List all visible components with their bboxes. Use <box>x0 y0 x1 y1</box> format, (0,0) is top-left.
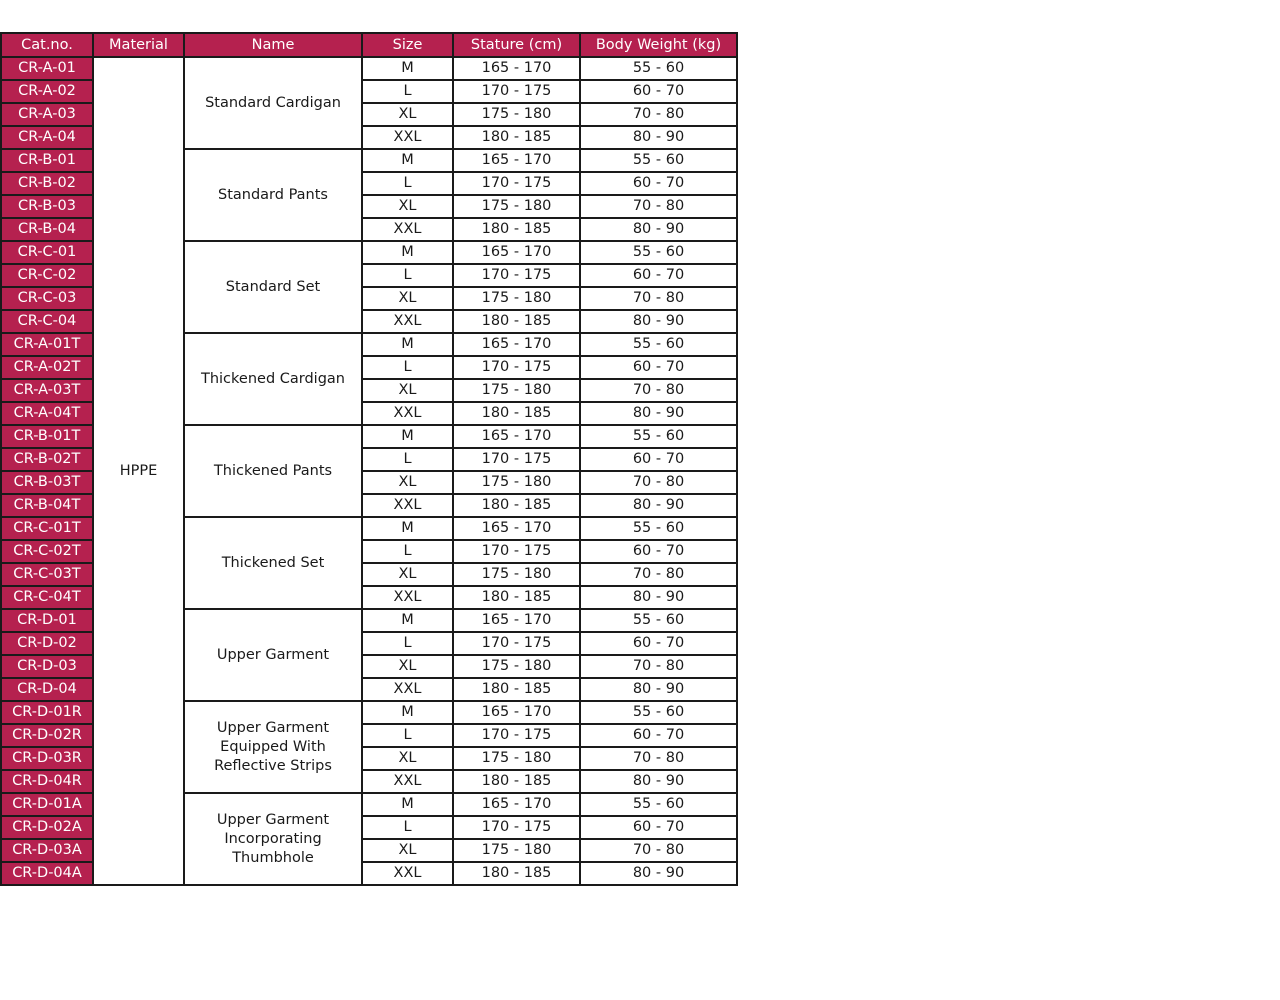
size-cell: XXL <box>362 586 453 609</box>
cat-no-cell: CR-B-02T <box>1 448 93 471</box>
size-cell: XXL <box>362 402 453 425</box>
body-weight-cell: 60 - 70 <box>580 724 737 747</box>
stature-cell: 175 - 180 <box>453 103 580 126</box>
product-name-line: Standard Set <box>225 278 321 295</box>
body-weight-cell: 60 - 70 <box>580 632 737 655</box>
size-cell: XL <box>362 655 453 678</box>
product-name-line: Standard Cardigan <box>205 94 341 111</box>
body-weight-cell: 60 - 70 <box>580 172 737 195</box>
cat-no-cell: CR-A-04T <box>1 402 93 425</box>
cat-no-cell: CR-A-02T <box>1 356 93 379</box>
stature-cell: 175 - 180 <box>453 563 580 586</box>
header-material: Material <box>93 33 184 57</box>
body-weight-cell: 60 - 70 <box>580 356 737 379</box>
body-weight-cell: 60 - 70 <box>580 448 737 471</box>
cat-no-cell: CR-D-01 <box>1 609 93 632</box>
body-weight-cell: 55 - 60 <box>580 701 737 724</box>
stature-cell: 170 - 175 <box>453 264 580 287</box>
cat-no-cell: CR-D-04 <box>1 678 93 701</box>
cat-no-cell: CR-B-03T <box>1 471 93 494</box>
stature-cell: 165 - 170 <box>453 793 580 816</box>
size-cell: XL <box>362 287 453 310</box>
product-name-cell <box>184 425 362 517</box>
body-weight-cell: 80 - 90 <box>580 862 737 885</box>
cat-no-cell: CR-C-01 <box>1 241 93 264</box>
stature-cell: 180 - 185 <box>453 310 580 333</box>
body-weight-cell: 70 - 80 <box>580 747 737 770</box>
product-name-cell <box>184 149 362 241</box>
cat-no-cell: CR-B-01 <box>1 149 93 172</box>
header-size: Size <box>362 33 453 57</box>
table-body <box>1 57 737 885</box>
stature-cell: 180 - 185 <box>453 586 580 609</box>
product-name-line: Thickened Set <box>221 554 325 571</box>
size-cell: L <box>362 172 453 195</box>
product-name-line: Reflective Strips <box>214 757 332 774</box>
cat-no-cell: CR-A-01T <box>1 333 93 356</box>
product-name-line: Equipped With <box>220 738 326 755</box>
body-weight-cell: 80 - 90 <box>580 218 737 241</box>
stature-cell: 180 - 185 <box>453 494 580 517</box>
size-cell: M <box>362 333 453 356</box>
product-name-line: Upper Garment <box>216 811 330 828</box>
size-cell: XL <box>362 563 453 586</box>
stature-cell: 170 - 175 <box>453 80 580 103</box>
product-name-line: Thickened Cardigan <box>200 370 345 387</box>
size-cell: L <box>362 80 453 103</box>
body-weight-cell: 55 - 60 <box>580 609 737 632</box>
product-name-cell <box>184 333 362 425</box>
cat-no-cell: CR-D-01R <box>1 701 93 724</box>
table-row <box>1 57 737 80</box>
size-cell: M <box>362 149 453 172</box>
cat-no-cell: CR-D-02R <box>1 724 93 747</box>
size-cell: L <box>362 356 453 379</box>
size-cell: M <box>362 425 453 448</box>
header-stature: Stature (cm) <box>453 33 580 57</box>
body-weight-cell: 80 - 90 <box>580 494 737 517</box>
size-cell: M <box>362 517 453 540</box>
body-weight-cell: 80 - 90 <box>580 586 737 609</box>
cat-no-cell: CR-D-04R <box>1 770 93 793</box>
body-weight-cell: 80 - 90 <box>580 310 737 333</box>
stature-cell: 180 - 185 <box>453 402 580 425</box>
body-weight-cell: 80 - 90 <box>580 126 737 149</box>
stature-cell: 175 - 180 <box>453 839 580 862</box>
cat-no-cell: CR-D-01A <box>1 793 93 816</box>
size-cell: XL <box>362 471 453 494</box>
header-row <box>1 33 737 57</box>
stature-cell: 175 - 180 <box>453 655 580 678</box>
body-weight-cell: 80 - 90 <box>580 678 737 701</box>
stature-cell: 175 - 180 <box>453 379 580 402</box>
header-name: Name <box>184 33 362 57</box>
stature-cell: 175 - 180 <box>453 747 580 770</box>
stature-cell: 165 - 170 <box>453 57 580 80</box>
cat-no-cell: CR-C-01T <box>1 517 93 540</box>
body-weight-cell: 55 - 60 <box>580 425 737 448</box>
size-cell: XXL <box>362 310 453 333</box>
size-cell: L <box>362 632 453 655</box>
body-weight-cell: 70 - 80 <box>580 103 737 126</box>
body-weight-cell: 55 - 60 <box>580 57 737 80</box>
stature-cell: 180 - 185 <box>453 218 580 241</box>
product-name-cell <box>184 609 362 701</box>
stature-cell: 170 - 175 <box>453 356 580 379</box>
body-weight-cell: 80 - 90 <box>580 402 737 425</box>
header-cat-no: Cat.no. <box>1 33 93 57</box>
stature-cell: 180 - 185 <box>453 862 580 885</box>
cat-no-cell: CR-A-03T <box>1 379 93 402</box>
body-weight-cell: 60 - 70 <box>580 264 737 287</box>
body-weight-cell: 70 - 80 <box>580 195 737 218</box>
size-cell: M <box>362 701 453 724</box>
stature-cell: 180 - 185 <box>453 678 580 701</box>
body-weight-cell: 60 - 70 <box>580 80 737 103</box>
stature-cell: 175 - 180 <box>453 471 580 494</box>
stature-cell: 175 - 180 <box>453 287 580 310</box>
size-cell: XL <box>362 747 453 770</box>
header-body-weight: Body Weight (kg) <box>580 33 737 57</box>
cat-no-cell: CR-D-04A <box>1 862 93 885</box>
cat-no-cell: CR-B-04T <box>1 494 93 517</box>
size-cell: XXL <box>362 770 453 793</box>
body-weight-cell: 70 - 80 <box>580 471 737 494</box>
product-name-line: Thumbhole <box>232 849 314 866</box>
size-cell: M <box>362 609 453 632</box>
size-cell: L <box>362 448 453 471</box>
size-cell: L <box>362 264 453 287</box>
size-cell: M <box>362 241 453 264</box>
size-cell: XL <box>362 195 453 218</box>
cat-no-cell: CR-A-04 <box>1 126 93 149</box>
size-cell: M <box>362 57 453 80</box>
product-name-line: Standard Pants <box>218 186 328 203</box>
cat-no-cell: CR-D-02A <box>1 816 93 839</box>
stature-cell: 170 - 175 <box>453 724 580 747</box>
product-name-line: Upper Garment <box>216 719 330 736</box>
size-cell: XXL <box>362 494 453 517</box>
material-cell: HPPE <box>93 57 184 885</box>
cat-no-cell: CR-B-04 <box>1 218 93 241</box>
cat-no-cell: CR-A-03 <box>1 103 93 126</box>
stature-cell: 165 - 170 <box>453 149 580 172</box>
size-chart-table <box>0 32 738 886</box>
stature-cell: 180 - 185 <box>453 126 580 149</box>
body-weight-cell: 70 - 80 <box>580 379 737 402</box>
cat-no-cell: CR-D-03A <box>1 839 93 862</box>
stature-cell: 170 - 175 <box>453 172 580 195</box>
size-cell: L <box>362 540 453 563</box>
stature-cell: 165 - 170 <box>453 701 580 724</box>
body-weight-cell: 70 - 80 <box>580 839 737 862</box>
cat-no-cell: CR-C-02 <box>1 264 93 287</box>
cat-no-cell: CR-C-02T <box>1 540 93 563</box>
body-weight-cell: 60 - 70 <box>580 540 737 563</box>
cat-no-cell: CR-D-03 <box>1 655 93 678</box>
stature-cell: 170 - 175 <box>453 632 580 655</box>
stature-cell: 170 - 175 <box>453 540 580 563</box>
body-weight-cell: 70 - 80 <box>580 563 737 586</box>
product-name-cell <box>184 241 362 333</box>
body-weight-cell: 55 - 60 <box>580 149 737 172</box>
product-name-line: Thickened Pants <box>213 462 333 479</box>
body-weight-cell: 70 - 80 <box>580 655 737 678</box>
product-name-cell <box>184 701 362 793</box>
size-cell: L <box>362 724 453 747</box>
size-cell: M <box>362 793 453 816</box>
size-cell: L <box>362 816 453 839</box>
stature-cell: 175 - 180 <box>453 195 580 218</box>
stature-cell: 180 - 185 <box>453 770 580 793</box>
stature-cell: 170 - 175 <box>453 816 580 839</box>
stature-cell: 165 - 170 <box>453 609 580 632</box>
cat-no-cell: CR-A-01 <box>1 57 93 80</box>
size-cell: XL <box>362 103 453 126</box>
product-name-line: Incorporating <box>224 830 322 847</box>
cat-no-cell: CR-B-02 <box>1 172 93 195</box>
product-name-cell <box>184 517 362 609</box>
cat-no-cell: CR-D-03R <box>1 747 93 770</box>
size-cell: XXL <box>362 126 453 149</box>
body-weight-cell: 55 - 60 <box>580 333 737 356</box>
cat-no-cell: CR-B-01T <box>1 425 93 448</box>
body-weight-cell: 60 - 70 <box>580 816 737 839</box>
body-weight-cell: 55 - 60 <box>580 517 737 540</box>
body-weight-cell: 55 - 60 <box>580 793 737 816</box>
stature-cell: 170 - 175 <box>453 448 580 471</box>
body-weight-cell: 70 - 80 <box>580 287 737 310</box>
size-cell: XXL <box>362 218 453 241</box>
size-cell: XXL <box>362 862 453 885</box>
product-name-cell <box>184 793 362 885</box>
stature-cell: 165 - 170 <box>453 241 580 264</box>
stature-cell: 165 - 170 <box>453 517 580 540</box>
size-cell: XXL <box>362 678 453 701</box>
product-name-cell <box>184 57 362 149</box>
size-cell: XL <box>362 379 453 402</box>
body-weight-cell: 80 - 90 <box>580 770 737 793</box>
cat-no-cell: CR-C-03 <box>1 287 93 310</box>
cat-no-cell: CR-B-03 <box>1 195 93 218</box>
cat-no-cell: CR-A-02 <box>1 80 93 103</box>
stature-cell: 165 - 170 <box>453 425 580 448</box>
cat-no-cell: CR-D-02 <box>1 632 93 655</box>
body-weight-cell: 55 - 60 <box>580 241 737 264</box>
size-cell: XL <box>362 839 453 862</box>
stature-cell: 165 - 170 <box>453 333 580 356</box>
cat-no-cell: CR-C-03T <box>1 563 93 586</box>
product-name-line: Upper Garment <box>216 646 330 663</box>
cat-no-cell: CR-C-04T <box>1 586 93 609</box>
cat-no-cell: CR-C-04 <box>1 310 93 333</box>
